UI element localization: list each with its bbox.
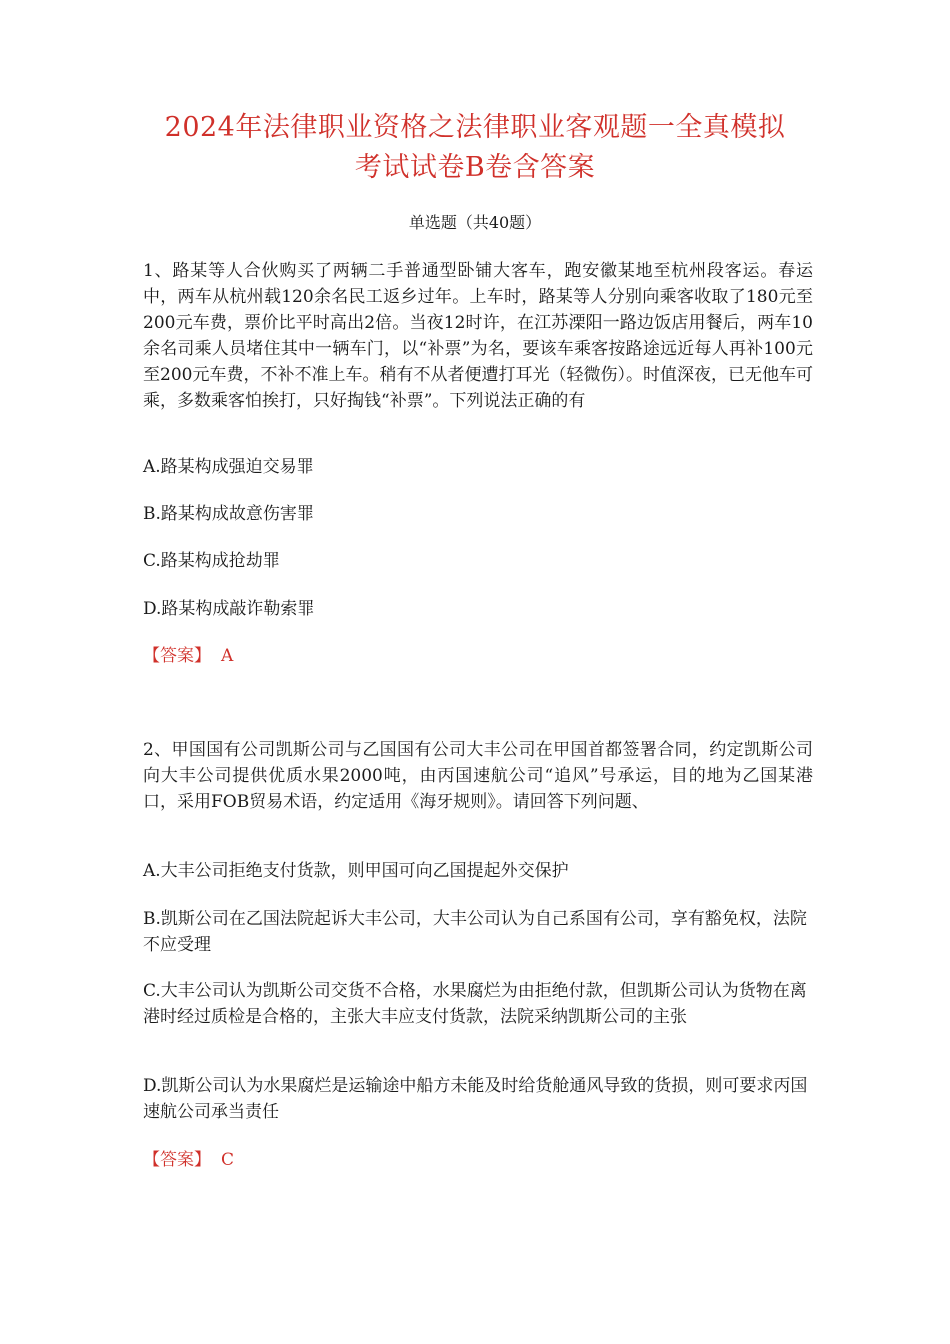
answer-value: A <box>221 646 234 666</box>
question-1-answer <box>143 643 233 669</box>
title-line-2: 考试试卷B卷含答案 <box>354 152 596 183</box>
question-2-option-b: B.凯斯公司在乙国法院起诉大丰公司，大丰公司认为自己系国有公司，享有豁免权，法院不应受理 <box>143 909 807 955</box>
question-2-option-d: D.凯斯公司认为水果腐烂是运输途中船方未能及时给货舱通风导致的货损，则可要求丙国速航公司承当责任 <box>143 1076 808 1122</box>
question-1-option-b: B.路某构成故意伤害罪 <box>143 504 314 524</box>
question-1-option-c: C.路某构成抢劫罪 <box>143 551 280 571</box>
question-1-option-d: D.路某构成敲诈勒索罪 <box>143 599 315 619</box>
question-1-stem: 1、路某等人合伙购买了两辆二手普通型卧铺大客车，跑安徽某地至杭州段客运。春运中，两车从杭州载120余名民工返乡过年。上车时，路某等人分别向乘客收取了180元至200元车费，票价比平时高出2倍。当夜12时许，在江苏溧阳一路边饭店用餐后，两车10余名司乘人员堵住其中一辆车门，以“补票”为名，要该车乘客按路途远近每人再补100元至200元车费，不补不准上车。稍有不从者便遭打耳光（轻微伤）。时值深夜，已无他车可乘，多数乘客怕挨打，只好掏钱“补票”。下列说法正确的有 <box>143 261 813 411</box>
answer-value: C <box>221 1150 235 1170</box>
answer-tag: 【答案】 <box>143 1150 211 1170</box>
answer-tag: 【答案】 <box>143 646 211 666</box>
question-2-stem: 2、甲国国有公司凯斯公司与乙国国有公司大丰公司在甲国首都签署合同，约定凯斯公司向大丰公司提供优质水果2000吨，由丙国速航公司“追风”号承运，目的地为乙国某港口，采用FOB贸易术语，约定适用《海牙规则》。请回答下列问题、 <box>143 740 813 812</box>
document-title <box>120 108 830 188</box>
question-2-answer <box>143 1147 234 1173</box>
question-2-option-c: C.大丰公司认为凯斯公司交货不合格，水果腐烂为由拒绝付款，但凯斯公司认为货物在离港时经过质检是合格的，主张大丰应支付货款，法院采纳凯斯公司的主张 <box>143 981 807 1027</box>
title-line-1: 2024年法律职业资格之法律职业客观题一全真模拟 <box>164 112 786 143</box>
section-heading: 单选题（共40题） <box>408 213 542 232</box>
question-1-option-a: A.路某构成强迫交易罪 <box>143 457 314 477</box>
question-2-option-a: A.大丰公司拒绝支付货款，则甲国可向乙国提起外交保护 <box>143 861 569 881</box>
